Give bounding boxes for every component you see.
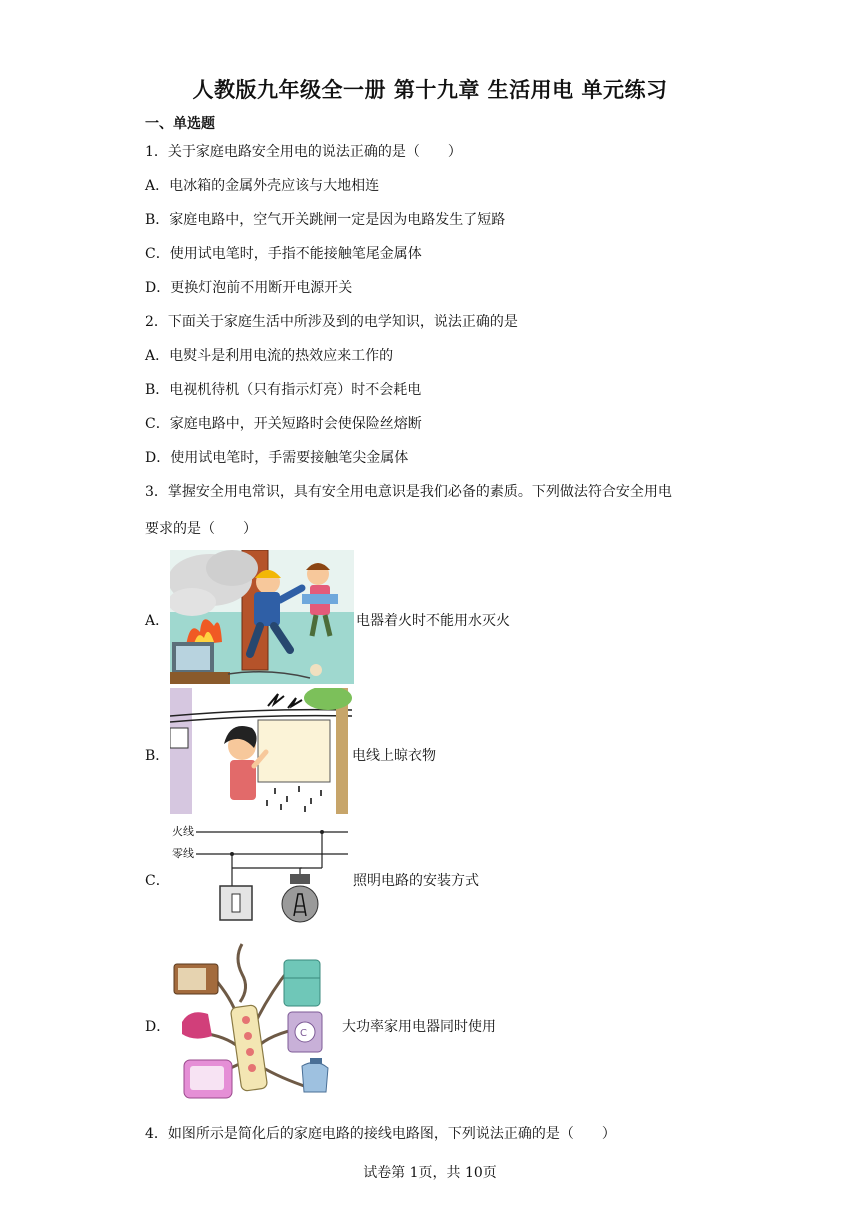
fire-wire-label: 火线 (172, 825, 194, 838)
q3-option-c-caption: 照明电路的安装方式 (353, 873, 479, 889)
q1-option-d: D．更换灯泡前不用断开电源开关 (145, 280, 353, 296)
page-title: 人教版九年级全一册 第十九章 生活用电 单元练习 (192, 78, 668, 102)
q2-option-c: C．家庭电路中，开关短路时会使保险丝熔断 (145, 416, 422, 432)
q3-stem-line1: 3．掌握安全用电常识，具有安全用电意识是我们必备的素质。下列做法符合安全用电 (145, 484, 672, 500)
q3-option-b-letter: B． (145, 748, 170, 764)
q3-option-a-letter: A． (145, 613, 170, 629)
section-heading: 一、单选题 (145, 116, 215, 132)
q1-stem: 1．关于家庭电路安全用电的说法正确的是（ ） (145, 144, 462, 160)
overloaded-power-strip-illustration (170, 938, 340, 1104)
neutral-wire-label: 零线 (172, 847, 194, 860)
q2-option-b: B．电视机待机（只有指示灯亮）时不会耗电 (145, 382, 422, 398)
q4-stem: 4．如图所示是简化后的家庭电路的接线电路图，下列说法正确的是（ ） (145, 1126, 616, 1142)
q1-option-a: A．电冰箱的金属外壳应该与大地相连 (145, 178, 380, 194)
q3-stem-line2: 要求的是（ ） (145, 521, 257, 537)
clothes-on-wire-illustration (170, 688, 352, 814)
fire-illustration (170, 550, 354, 684)
q1-option-c: C．使用试电笔时，手指不能接触笔尾金属体 (145, 246, 422, 262)
q1-option-b: B．家庭电路中，空气开关跳闸一定是因为电路发生了短路 (145, 212, 506, 228)
page-footer: 试卷第 1页，共 10页 (363, 1165, 497, 1181)
svg-text:C: C (300, 1028, 307, 1039)
q3-option-c-letter: C． (145, 873, 170, 889)
q3-option-b-caption: 电线上晾衣物 (352, 748, 436, 764)
q2-option-a: A．电熨斗是利用电流的热效应来工作的 (145, 348, 394, 364)
q2-option-d: D．使用试电笔时，手需要接触笔尖金属体 (145, 450, 409, 466)
q3-option-a-caption: 电器着火时不能用水灭火 (356, 613, 510, 629)
q3-option-d-caption: 大功率家用电器同时使用 (342, 1019, 496, 1035)
lighting-circuit-diagram (170, 820, 352, 928)
q2-stem: 2．下面关于家庭生活中所涉及到的电学知识，说法正确的是 (145, 314, 518, 330)
q3-option-d-letter: D． (145, 1019, 171, 1035)
